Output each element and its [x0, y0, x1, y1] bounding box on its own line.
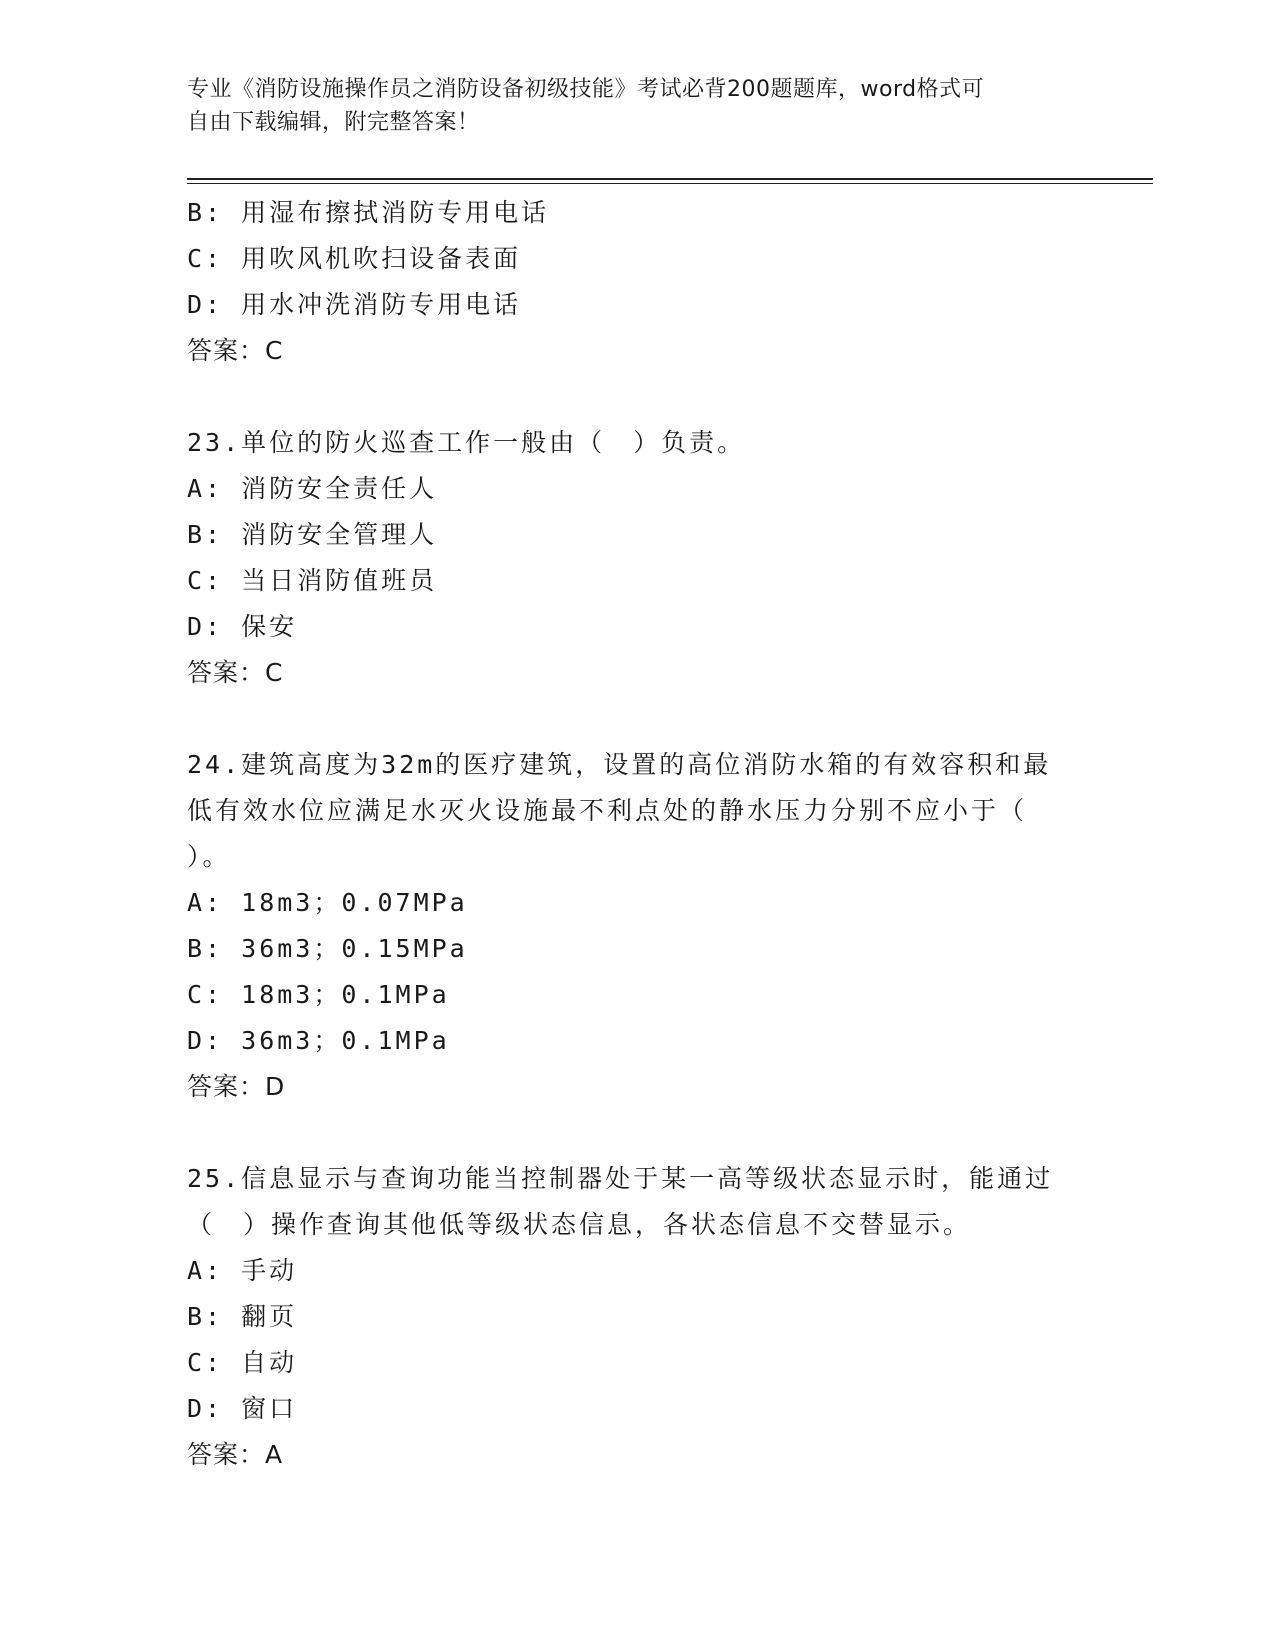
- question-text: ）。: [187, 842, 231, 871]
- option-c: C: 自动: [187, 1348, 298, 1377]
- header-rule-thick: [187, 178, 1153, 180]
- answer-line: 答案：A: [187, 1440, 284, 1469]
- option-a: A: 消防安全责任人: [187, 474, 438, 503]
- spacer: [187, 696, 1077, 742]
- header-rule-thin: [187, 183, 1153, 184]
- answer-line: 答案：C: [187, 336, 284, 365]
- question-24: [187, 742, 1077, 1110]
- option-b: B: 翻页: [187, 1302, 298, 1331]
- answer-line: 答案：C: [187, 658, 284, 687]
- question-text: 23.单位的防火巡查工作一般由（ ）负责。: [187, 428, 746, 457]
- option-c: C: 当日消防值班员: [187, 566, 438, 595]
- question-text: 25.信息显示与查询功能当控制器处于某一高等级状态显示时，能通过: [187, 1164, 1054, 1193]
- option-b: B: 用湿布擦拭消防专用电话: [187, 198, 550, 227]
- question-text: 低有效水位应满足水灭火设施最不利点处的静水压力分别不应小于（: [187, 796, 1028, 825]
- option-a: A: 18m3；0.07MPa: [187, 888, 468, 917]
- option-c: C: 18m3；0.1MPa: [187, 980, 450, 1009]
- question-25: [187, 1156, 1077, 1478]
- answer-line: 答案：D: [187, 1072, 286, 1101]
- option-d: D: 36m3；0.1MPa: [187, 1026, 450, 1055]
- option-b: B: 消防安全管理人: [187, 520, 438, 549]
- question-23: [187, 420, 1077, 696]
- option-b: B: 36m3；0.15MPa: [187, 934, 468, 963]
- question-text: （ ）操作查询其他低等级状态信息，各状态信息不交替显示。: [187, 1210, 972, 1239]
- option-d: D: 窗口: [187, 1394, 298, 1423]
- spacer: [187, 374, 1077, 420]
- question-list: [187, 190, 1077, 1478]
- option-c: C: 用吹风机吹扫设备表面: [187, 244, 522, 273]
- option-d: D: 用水冲洗消防专用电话: [187, 290, 522, 319]
- question-text: 24.建筑高度为32m的医疗建筑，设置的高位消防水箱的有效容积和最: [187, 750, 1052, 779]
- header-line-1: 专业《消防设施操作员之消防设备初级技能》考试必背200题题库，word格式可: [187, 77, 985, 102]
- question-22-tail: [187, 190, 1077, 374]
- header-line-2: 自由下载编辑，附完整答案！: [187, 110, 480, 135]
- spacer: [187, 1110, 1077, 1156]
- document-header: [187, 73, 1067, 139]
- option-a: A: 手动: [187, 1256, 298, 1285]
- option-d: D: 保安: [187, 612, 298, 641]
